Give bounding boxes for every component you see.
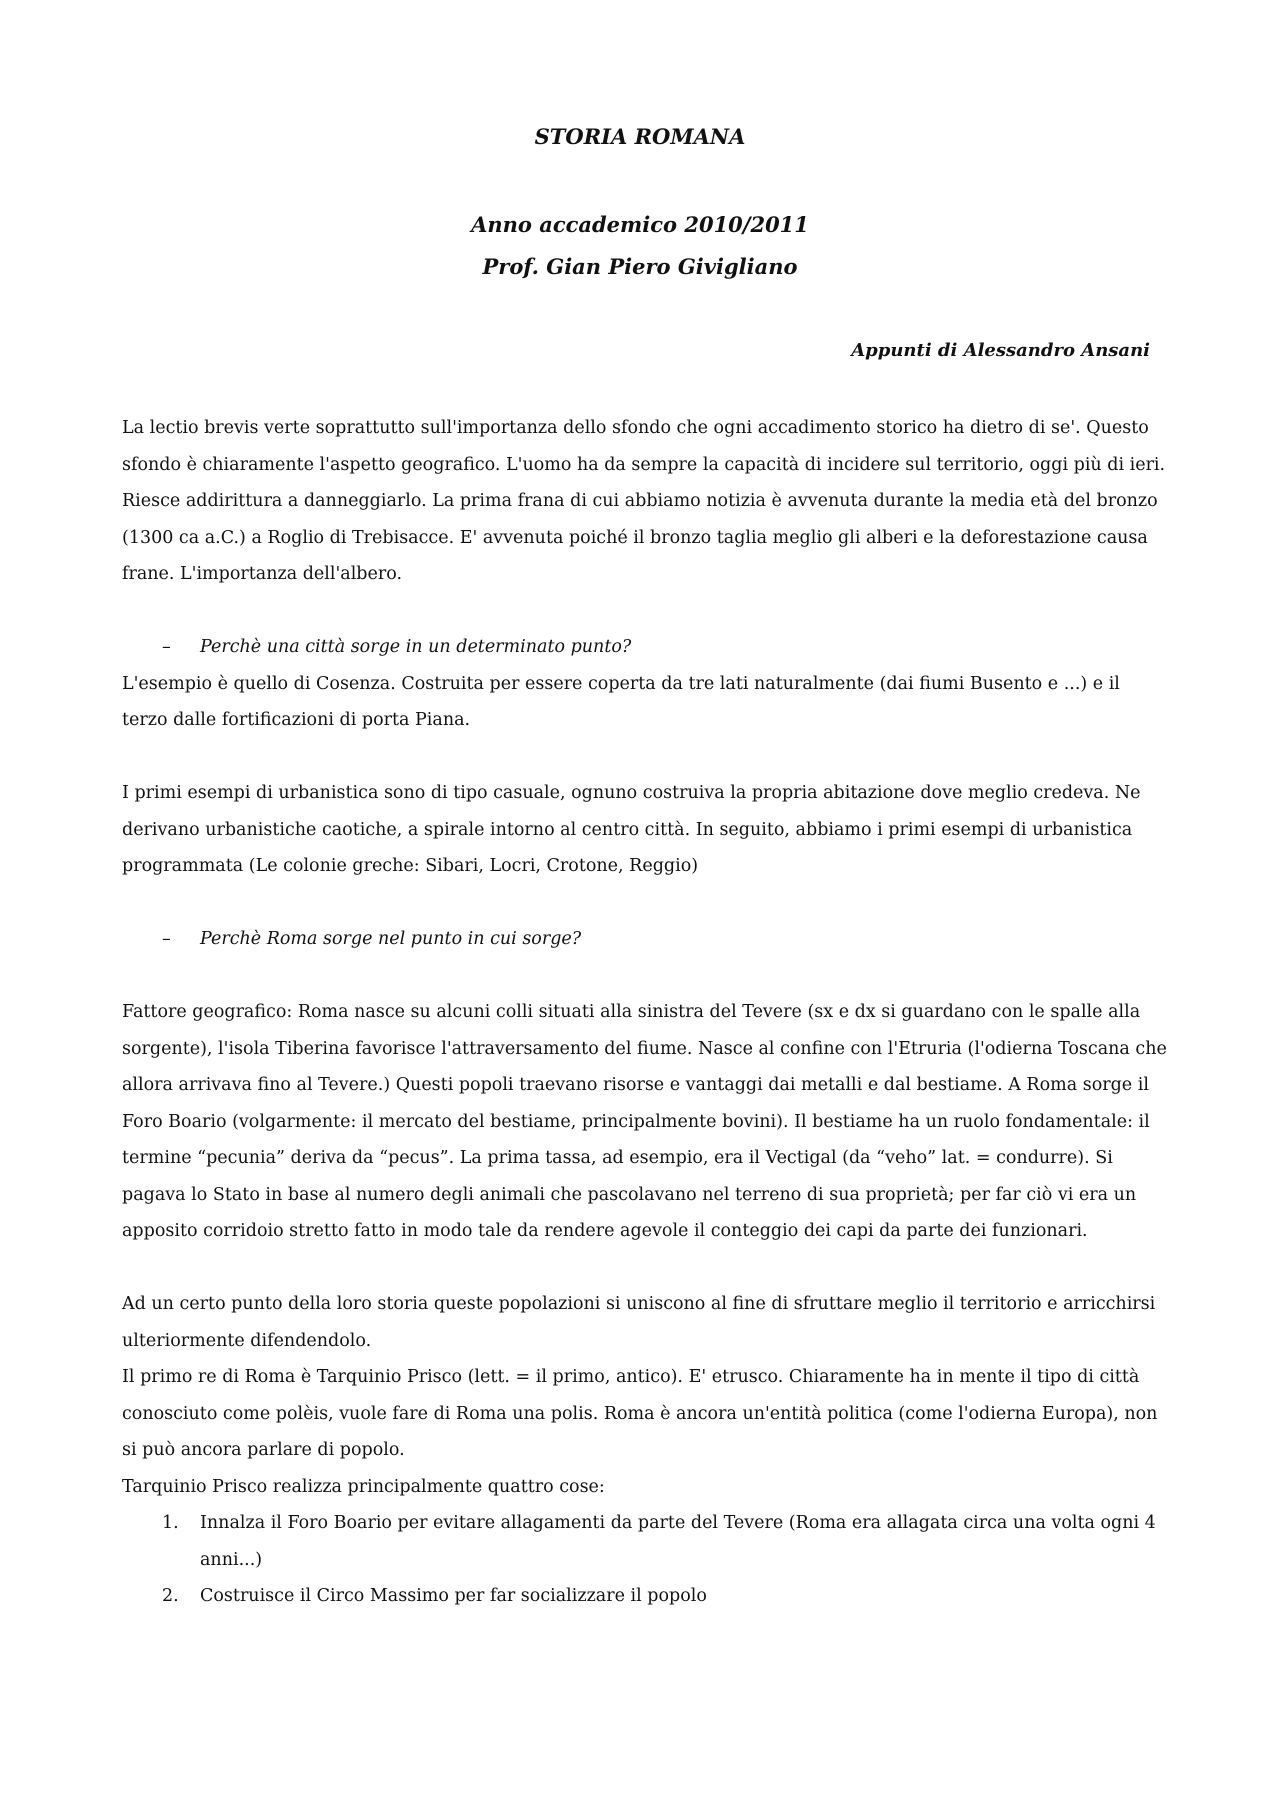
- paragraph: L'esempio è quello di Cosenza. Costruita per essere coperta da tre lati naturalmente (dai fiumi Busento e ...) e il terzo dalle fortificazioni di porta Piana.: [122, 673, 1120, 730]
- list-item-text: Innalza il Foro Boario per evitare allagamenti da parte del Tevere (Roma era allagata circa una volta ogni 4 anni...): [200, 1513, 1156, 1570]
- question-text: Perchè Roma sorge nel punto in cui sorge?: [200, 929, 582, 949]
- list-item-text: Costruisce il Circo Massimo per far socializzare il popolo: [200, 1586, 707, 1606]
- academic-year: Anno accademico 2010/2011: [471, 212, 809, 237]
- paragraph: Tarquinio Prisco realizza principalmente quattro cose:: [122, 1476, 605, 1497]
- paragraph: Ad un certo punto della loro storia queste popolazioni si uniscono al fine di sfruttare meglio il territorio e arricchirsi ulteriormente difendendolo.: [122, 1294, 1156, 1351]
- paragraph: La lectio brevis verte soprattutto sull'importanza dello sfondo che ogni accadimento storico ha dietro di se'. Questo sfondo è chiaramente l'aspetto geografico. L'uomo ha da sempre la capacità di incidere sul territorio, oggi più di ieri. Riesce addirittura a danneggiarlo. La prima frana di cui abbiamo notizia è avvenuta durante la media età del bronzo (1300 ca a.C.) a Roglio di Trebisacce. E' avvenuta poiché il bronzo taglia meglio gli alberi e la deforestazione causa frane. L'importanza dell'albero.: [122, 418, 1166, 584]
- paragraph: Il primo re di Roma è Tarquinio Prisco (lett. = il primo, antico). E' etrusco. Chiaramente ha in mente il tipo di città conosciuto come polèis, vuole fare di Roma una polis. Roma è ancora un'entità politica (come l'odierna Europa), non si può ancora parlare di popolo.: [122, 1367, 1158, 1460]
- numbered-list-item: [122, 1505, 1168, 1578]
- dash-bullet: –: [162, 929, 171, 949]
- document-body: [122, 410, 1168, 1615]
- list-number: 1.: [162, 1513, 179, 1533]
- dash-bullet: –: [162, 637, 171, 657]
- notes-author: Appunti di Alessandro Ansani: [851, 340, 1150, 361]
- list-number: 2.: [162, 1586, 179, 1606]
- document-title: STORIA ROMANA: [534, 124, 746, 149]
- professor-name: Prof. Gian Piero Givigliano: [482, 254, 798, 279]
- numbered-list-item: [122, 1578, 1168, 1615]
- paragraph: Fattore geografico: Roma nasce su alcuni colli situati alla sinistra del Tevere (sx e dx si guardano con le spalle alla sorgente), l'isola Tiberina favorisce l'attraversamento del fiume. Nasce al confine con l'Etruria (l'odierna Toscana che allora arrivava fino al Tevere.) Questi popoli traevano risorse e vantaggi dai metalli e dal bestiame. A Roma sorge il Foro Boario (volgarmente: il mercato del bestiame, principalmente bovini). Il bestiame ha un ruolo fondamentale: il termine “pecunia” deriva da “pecus”. La prima tassa, ad esempio, era il Vectigal (da “veho” lat. = condurre). Si pagava lo Stato in base al numero degli animali che pascolavano nel terreno di sua proprietà; per far ciò vi era un apposito corridoio stretto fatto in modo tale da rendere agevole il conteggio dei capi da parte dei funzionari.: [122, 1002, 1167, 1241]
- question-text: Perchè una città sorge in un determinato punto?: [200, 637, 632, 657]
- question-item: [122, 629, 1168, 666]
- paragraph: I primi esempi di urbanistica sono di tipo casuale, ognuno costruiva la propria abitazione dove meglio credeva. Ne derivano urbanistiche caotiche, a spirale intorno al centro città. In seguito, abbiamo i primi esempi di urbanistica programmata (Le colonie greche: Sibari, Locri, Crotone, Reggio): [122, 783, 1141, 876]
- question-item: [122, 921, 1168, 958]
